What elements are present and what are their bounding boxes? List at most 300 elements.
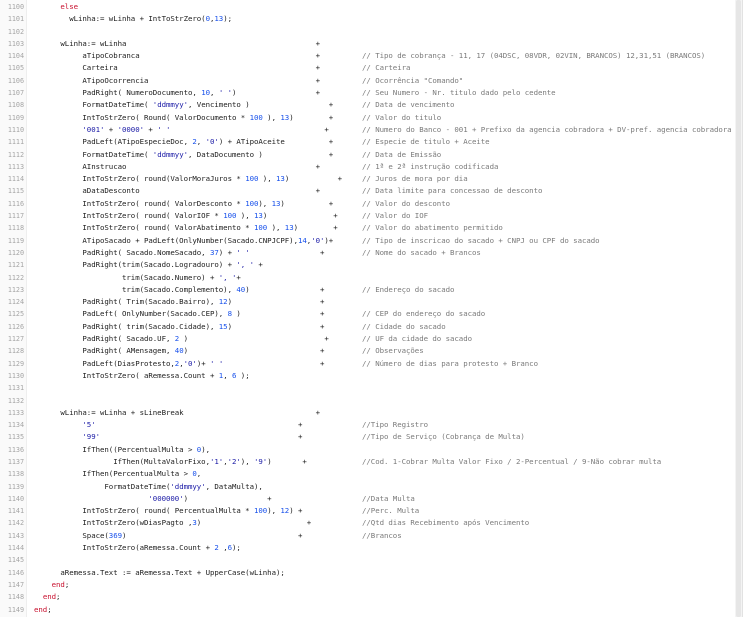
line-number: 1114 [7, 175, 24, 184]
string-token: ', ' [236, 260, 254, 270]
code-line[interactable] [0, 382, 742, 394]
number-token: 13 [214, 14, 224, 24]
code-token: , [306, 235, 312, 245]
code-comment: // Observações [362, 346, 424, 356]
code-token: , [196, 469, 202, 479]
string-token: ' ' [218, 88, 233, 98]
code-token: ) + [293, 223, 343, 233]
code-token: ), [236, 211, 254, 221]
code-token: trim(Sacado.Complemento), [34, 284, 237, 294]
number-token: 12 [218, 297, 228, 307]
line-number: 1110 [7, 125, 24, 134]
keyword-token: end [42, 592, 57, 602]
line-number: 1103 [7, 39, 24, 48]
number-token: 2 [174, 358, 180, 368]
line-number: 1132 [7, 396, 24, 405]
line-number: 1118 [7, 224, 24, 233]
code-token: , [196, 137, 206, 147]
code-text [34, 493, 276, 505]
code-token: ) + [289, 506, 307, 516]
number-token: 6 [227, 543, 233, 553]
code-text [34, 50, 324, 62]
line-number: 1109 [7, 113, 24, 122]
code-text [34, 358, 329, 370]
code-token: ATipoOcorrencia + [34, 75, 325, 85]
code-comment: //Cod. 1-Cobrar Multa Valor Fixo / 2-Percentual / 9-Não cobrar multa [362, 456, 662, 466]
line-number: 1133 [7, 408, 24, 417]
code-line[interactable] [0, 124, 742, 136]
string-token: '9' [254, 456, 268, 466]
code-token: ) + [267, 456, 312, 466]
line-number: 1135 [7, 433, 24, 442]
code-line[interactable] [0, 247, 742, 259]
code-comment: //Perc. Multa [362, 506, 420, 516]
code-text [34, 272, 241, 284]
code-token: IntToStrZero( Round( ValorDocumento * [34, 112, 250, 122]
code-line[interactable] [0, 358, 742, 370]
code-text [34, 579, 69, 591]
code-comment: //Brancos [362, 530, 402, 540]
code-text [34, 87, 324, 99]
code-token: IntToStrZero( round( ValorIOF * [34, 211, 224, 221]
code-token: , [179, 358, 184, 368]
code-text [34, 149, 338, 161]
line-number: 1147 [7, 580, 24, 589]
code-line[interactable] [0, 259, 742, 271]
line-number: 1136 [7, 445, 24, 454]
code-line[interactable] [0, 296, 742, 308]
code-line[interactable] [0, 542, 742, 554]
string-token: '99' [82, 432, 101, 442]
code-token: FormatDateTime( [34, 149, 153, 159]
code-token: ), [258, 198, 272, 208]
string-token: 'ddmmyy' [152, 149, 188, 159]
keyword-token: end [51, 579, 65, 589]
number-token: 13 [284, 223, 294, 233]
code-text [34, 13, 232, 25]
code-token: , Vencimento ) + [188, 100, 338, 110]
code-token: wLinha:= wLinha + IntToStrZero( [34, 14, 206, 24]
code-token: FormatDateTime( [34, 481, 171, 491]
line-number: 1121 [7, 261, 24, 270]
code-token: ); [236, 370, 250, 380]
number-token: 3 [192, 518, 197, 528]
code-token: PadLeft(ATipoEspecieDoc, [34, 137, 193, 147]
code-token: + [249, 247, 329, 257]
number-token: 2 [214, 543, 219, 553]
code-token: + [95, 420, 307, 430]
number-token: 8 [227, 309, 232, 319]
line-number: 1122 [7, 273, 24, 282]
code-line[interactable] [0, 13, 742, 25]
code-comment: // Endereço do sacado [362, 284, 455, 294]
code-text [34, 247, 329, 259]
code-text [34, 604, 52, 616]
code-text [34, 505, 307, 517]
number-token: 100 [253, 506, 268, 516]
code-token: + [236, 272, 241, 282]
line-number: 1101 [7, 15, 24, 24]
code-token [34, 432, 82, 441]
code-token: ), [201, 444, 211, 454]
code-token: ) + [232, 309, 329, 319]
code-token: ) + [245, 284, 329, 294]
string-token: '0' [311, 235, 325, 245]
scrollbar-thumb[interactable] [736, 0, 741, 617]
line-number: 1105 [7, 64, 24, 73]
code-token: , DataDocumento ) + [188, 149, 338, 159]
code-token: + [223, 358, 329, 368]
line-number: 1131 [7, 384, 24, 393]
line-number: 1127 [7, 335, 24, 344]
code-text [34, 431, 307, 443]
code-line[interactable] [0, 591, 742, 603]
code-line[interactable] [0, 579, 742, 591]
code-line[interactable] [0, 456, 742, 468]
code-token: IntToStrZero( round( ValorDesconto * [34, 198, 246, 208]
line-number: 1134 [7, 421, 24, 430]
code-comment: //Data Multa [362, 493, 415, 503]
code-line[interactable] [0, 517, 742, 529]
code-token: ) + [227, 321, 329, 331]
line-number: 1119 [7, 236, 24, 245]
code-line[interactable] [0, 1, 742, 13]
code-line[interactable] [0, 284, 742, 296]
string-token: ' ' [210, 358, 224, 368]
code-text [34, 161, 324, 173]
code-token [34, 420, 82, 429]
line-number: 1142 [7, 519, 24, 528]
number-token: 37 [209, 247, 219, 257]
code-text [34, 481, 263, 493]
code-token: ), [262, 112, 281, 122]
code-line[interactable] [0, 481, 742, 493]
code-line[interactable] [0, 198, 742, 210]
code-token: )+ [324, 235, 338, 245]
code-token: aTipoCobranca + [34, 51, 325, 61]
line-number: 1117 [7, 212, 24, 221]
code-line[interactable] [0, 419, 742, 431]
line-number: 1112 [7, 150, 24, 159]
code-comment: // Cidade do sacado [362, 321, 446, 331]
string-token: '0' [205, 137, 219, 147]
code-token: PadRight( Sacado.UF, [34, 334, 175, 344]
code-comment: //Tipo de Serviço (Cobrança de Multa) [362, 432, 525, 442]
code-line[interactable] [0, 530, 742, 542]
code-line[interactable] [0, 50, 742, 62]
keyword-token: end [34, 604, 48, 614]
line-number: 1116 [7, 199, 24, 208]
code-token: ) + [179, 334, 334, 344]
code-line[interactable] [0, 149, 742, 161]
code-comment: //Qtd dias Recebimento após Vencimento [362, 518, 530, 528]
code-comment: // Número de dias para protesto + Branco [362, 358, 538, 368]
code-line[interactable] [0, 161, 742, 173]
code-text [34, 75, 324, 87]
code-text [34, 62, 324, 74]
line-number: 1138 [7, 470, 24, 479]
line-number: 1129 [7, 359, 24, 368]
vertical-scrollbar[interactable] [735, 0, 742, 617]
code-token: FormatDateTime( [34, 100, 153, 110]
code-lines [0, 1, 742, 616]
line-number: 1111 [7, 138, 24, 147]
line-number: 1124 [7, 298, 24, 307]
code-line[interactable] [0, 333, 742, 345]
line-number: 1141 [7, 507, 24, 516]
code-line[interactable] [0, 567, 742, 579]
code-token: Space( [34, 530, 109, 540]
code-text [34, 136, 338, 148]
code-token: ) + ATipoAceite + [218, 137, 338, 147]
code-text [34, 296, 324, 308]
code-line[interactable] [0, 444, 742, 456]
code-text [34, 112, 338, 124]
code-text [34, 308, 329, 320]
code-line[interactable] [0, 222, 742, 234]
code-comment: // Valor do desconto [362, 198, 450, 208]
code-token: ), [267, 506, 281, 516]
code-token: aRemessa.Text := aRemessa.Text + UpperCase(wLinha); [34, 567, 285, 577]
code-token: ) + [196, 518, 316, 528]
line-number: 1148 [7, 593, 24, 602]
code-token: ), [240, 456, 254, 466]
number-token: 2 [192, 137, 197, 147]
code-text [34, 235, 338, 247]
line-number: 1145 [7, 556, 24, 565]
code-text [34, 517, 316, 529]
code-text [34, 222, 342, 234]
code-text [34, 444, 210, 456]
string-token: 'ddmmyy' [170, 481, 206, 491]
code-text [34, 198, 338, 210]
code-line[interactable] [0, 210, 742, 222]
keyword-token: else [60, 2, 79, 11]
code-token: ) + [232, 88, 325, 98]
code-token: Carteira + [34, 63, 325, 73]
code-token: ) + [262, 211, 343, 221]
string-token: '001' [82, 124, 105, 134]
code-comment: // Juros de mora por dia [362, 174, 468, 184]
code-line[interactable] [0, 62, 742, 74]
code-text [34, 124, 333, 136]
code-text [34, 321, 329, 333]
line-number: 1140 [7, 494, 24, 503]
code-token: ), [267, 223, 285, 233]
code-line[interactable] [0, 493, 742, 505]
string-token: '1' [209, 456, 224, 466]
line-number: 1106 [7, 76, 24, 85]
code-comment: // Tipo de inscricao do sacado + CNPJ ou CPF do sacado [362, 235, 600, 245]
code-text [34, 370, 250, 382]
code-token: PadRight( Trim(Sacado.Bairro), [34, 297, 219, 307]
code-token: IntToStrZero( aRemessa.Count + [34, 370, 219, 380]
string-token: '5' [82, 420, 96, 430]
code-token: AInstrucao + [34, 161, 325, 171]
code-line[interactable] [0, 604, 742, 616]
code-token: PadRight( trim(Sacado.Cidade), [34, 321, 219, 331]
string-token: ' ' [236, 247, 250, 257]
code-comment: // CEP do endereço do sacado [362, 309, 486, 319]
code-line[interactable] [0, 272, 742, 284]
code-text [34, 173, 346, 185]
code-text [34, 567, 285, 579]
number-token: 100 [245, 174, 259, 184]
code-token: ) + [227, 297, 325, 307]
number-token: 0 [196, 444, 202, 454]
number-token: 13 [271, 198, 281, 208]
number-token: 369 [108, 530, 122, 540]
line-number: 1120 [7, 248, 24, 257]
code-line[interactable] [0, 26, 742, 38]
code-text [34, 591, 60, 603]
number-token: 13 [276, 174, 285, 184]
code-token: + [254, 260, 263, 270]
line-number: 1100 [7, 3, 24, 11]
code-token: ) + [122, 530, 307, 540]
number-token: 15 [218, 321, 228, 331]
number-token: 6 [232, 370, 237, 380]
line-number: 1102 [7, 27, 24, 36]
code-comment: // Data de Emissão [362, 149, 442, 159]
code-line[interactable] [0, 395, 742, 407]
code-token: , [210, 14, 215, 24]
code-line[interactable] [0, 407, 742, 419]
code-token: IfThen(PercentualMulta > [34, 469, 193, 479]
code-token: ) + [218, 247, 237, 257]
code-line[interactable] [0, 370, 742, 382]
code-token: , [210, 88, 219, 98]
line-number: 1125 [7, 310, 24, 319]
number-token: 1 [218, 370, 224, 380]
code-token [34, 580, 52, 589]
string-token: '000000' [148, 493, 184, 503]
code-comment: // Ocorrência "Comando" [362, 75, 464, 85]
number-token: 10 [201, 88, 210, 98]
code-token: IfThen(MultaValorFixo, [34, 456, 210, 466]
code-token [34, 494, 148, 503]
string-token: '0000' [117, 124, 145, 134]
code-token: PadRight( Sacado.NomeSacado, [34, 247, 210, 257]
code-comment: // Seu Numero - Nr. titulo dado pelo cedente [362, 88, 556, 98]
code-token: ) + [284, 174, 347, 184]
code-text [34, 185, 324, 197]
line-number: 1128 [7, 347, 24, 356]
code-line[interactable] [0, 345, 742, 357]
code-token: ; [47, 604, 52, 614]
line-number: 1146 [7, 568, 24, 577]
code-text [34, 407, 320, 419]
code-line[interactable] [0, 235, 742, 247]
code-comment: // Especie de titulo + Aceite [362, 137, 490, 147]
code-line[interactable] [0, 431, 742, 443]
code-comment: // Valor do abatimento permitido [362, 223, 503, 233]
code-token: trim(Sacado.Numero) + [34, 272, 219, 282]
line-number: 1126 [7, 322, 24, 331]
code-line[interactable] [0, 87, 742, 99]
code-text [34, 210, 342, 222]
number-token: 14 [297, 235, 307, 245]
number-token: 12 [280, 506, 290, 516]
code-token: ) + [183, 493, 276, 503]
code-token: ; [64, 579, 70, 589]
code-line[interactable] [0, 112, 742, 124]
code-line[interactable] [0, 308, 742, 320]
code-token: PadLeft( OnlyNumber(Sacado.CEP), [34, 309, 228, 319]
code-line[interactable] [0, 185, 742, 197]
code-text [34, 468, 201, 480]
code-comment: // UF da cidade do sacado [362, 334, 472, 344]
code-token: wLinha:= wLinha + sLineBreak + [34, 407, 320, 417]
line-number: 1108 [7, 101, 24, 110]
code-comment: // Data de vencimento [362, 100, 455, 110]
code-token: IntToStrZero(wDiasPagto , [34, 518, 193, 528]
code-line[interactable] [0, 75, 742, 87]
code-token: ); [232, 543, 241, 553]
number-token: 13 [254, 211, 263, 221]
code-comment: // Valor do IOF [362, 211, 428, 221]
code-text [34, 419, 307, 431]
string-token: ' ' [157, 124, 171, 134]
number-token: 100 [249, 112, 263, 122]
code-token: IfThen((PercentualMulta > [34, 444, 197, 454]
code-token: ) + [183, 346, 329, 356]
code-token: + [170, 124, 334, 134]
code-line[interactable] [0, 99, 742, 111]
code-line[interactable] [0, 321, 742, 333]
code-line[interactable] [0, 38, 742, 50]
code-text [34, 284, 329, 296]
line-number: 1143 [7, 531, 24, 540]
code-token: IntToStrZero( round( ValorAbatimento * [34, 223, 254, 233]
code-token: ), [258, 174, 276, 184]
code-token: + [144, 124, 158, 134]
string-token: ', ' [218, 272, 237, 282]
code-text [34, 259, 263, 271]
code-line[interactable] [0, 554, 742, 566]
code-token [34, 125, 82, 134]
code-token: wLinha:= wLinha + [34, 38, 320, 48]
number-token: 40 [236, 284, 246, 294]
code-line[interactable] [0, 505, 742, 517]
code-token: )+ [196, 358, 211, 368]
code-token: , [223, 456, 228, 466]
string-token: '0' [183, 358, 197, 368]
code-token: PadRight( NumeroDocumento, [34, 88, 202, 98]
number-token: 100 [253, 223, 268, 233]
code-token [34, 2, 60, 11]
code-line[interactable] [0, 173, 742, 185]
code-token: IntToStrZero( round(ValorMoraJuros * [34, 174, 246, 184]
string-token: 'ddmmyy' [152, 100, 188, 110]
line-number: 1123 [7, 285, 24, 294]
code-token: PadLeft(DiasProtesto, [34, 358, 175, 368]
line-number: 1104 [7, 52, 24, 61]
code-token: aDataDesconto + [34, 186, 325, 196]
code-text [34, 456, 311, 468]
code-line[interactable] [0, 136, 742, 148]
code-line[interactable] [0, 468, 742, 480]
code-text [34, 542, 241, 554]
code-text [34, 333, 333, 345]
line-number: 1149 [7, 605, 24, 614]
code-token: ATipoSacado + PadLeft(OnlyNumber(Sacado.CNPJCPF), [34, 235, 298, 245]
line-number: 1130 [7, 371, 24, 380]
number-token: 100 [245, 198, 259, 208]
code-token: PadRight(trim(Sacado.Logradouro) + [34, 260, 237, 270]
code-comment: // 1ª e 2ª instrução codificada [362, 161, 499, 171]
code-comment: // Numero do Banco - 001 + Prefixo da agencia cobradora + DV-pref. agencia cobradora [362, 124, 732, 134]
